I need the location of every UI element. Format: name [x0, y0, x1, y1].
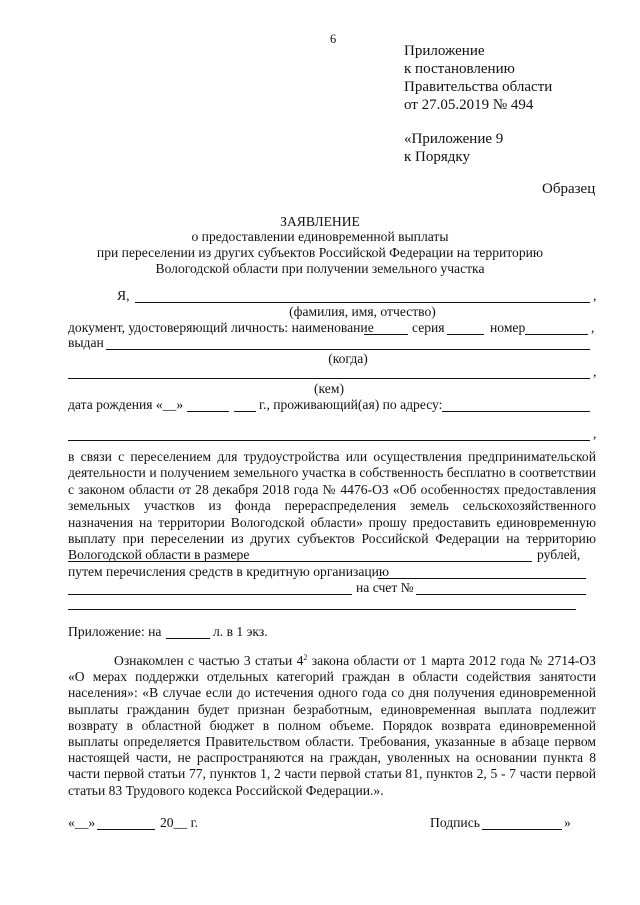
amount-field[interactable]	[68, 561, 532, 562]
appendix9-line-1: «Приложение 9	[404, 131, 504, 147]
appendix-line-2: к постановлению	[404, 61, 515, 77]
account-field-2[interactable]	[68, 609, 576, 610]
bank-field[interactable]	[378, 578, 586, 579]
when-caption: (когда)	[328, 351, 368, 366]
transfer-label: путем перечисления средств в кредитную организацию	[68, 564, 390, 579]
doc-label: документ, удостоверяющий личность: наименование	[68, 320, 374, 335]
issued-field[interactable]	[106, 349, 590, 350]
ack-text-b: закона области от 1 марта 2012 года № 2714-ОЗ «О мерах поддержки отдельных категорий граждан в области содействия занятости населения»: «В случае если до истечения одного года со дня получения единовременной выплаты гражданин будет признан безработным, единовременная выплата подлежит возврату в областной бюджет в полном объеме. Порядок возврата единовременной выплаты определяется Правительством области. Требования, указанные в абзаце первом настоящей части, не распространяются на граждан, уволенных на основании пункта 8 части первой статьи 77, пунктов 1, 2 части первой статьи 81, пунктов 2, 5 - 7 части первой статьи 83 Трудового кодекса Российской Федерации.».	[68, 653, 596, 798]
signature-close: »	[564, 815, 571, 830]
statement-paragraph: в связи с переселением для трудоустройства или осуществления предпринимательской деятельности и получением земельного участка в собственность бесплатно в соответствии с законом области от 28 декабря 2018 года № 4476-ОЗ «Об особенностях предоставления земельных участков из фонда перераспределения земель сельскохозяйственного назначения на территории Вологодской области» прошу предоставить единовременную выплату при переселении из других субъектов Российской Федерации на территорию Вологодской области в размере	[68, 449, 596, 563]
date-month-field[interactable]	[97, 829, 155, 830]
series-field[interactable]	[447, 334, 484, 335]
number-comma: ,	[591, 320, 595, 335]
number-label: номер	[490, 320, 526, 335]
appendix-line-1: Приложение	[404, 43, 485, 59]
appendix-line-4: от 27.05.2019 № 494	[404, 97, 534, 113]
birth-month-field[interactable]	[187, 411, 229, 412]
issuer-field[interactable]	[68, 378, 590, 379]
ya-label: Я,	[117, 288, 130, 303]
date-open: «__»	[68, 815, 96, 830]
sample-label: Образец	[542, 181, 596, 197]
appendix9-line-2: к Порядку	[404, 149, 470, 165]
acknowledgement-paragraph	[68, 653, 596, 799]
ack-text-a: Ознакомлен с частью 3 статьи 4	[114, 653, 304, 668]
birth-label: дата рождения «__»	[68, 397, 184, 412]
title-sub-3: Вологодской области при получении земельного участка	[155, 261, 485, 276]
page-number: 6	[330, 32, 337, 46]
issued-label: выдан	[68, 335, 104, 350]
date-year: 20__ г.	[160, 815, 199, 830]
birth-year-field[interactable]	[234, 411, 256, 412]
by-whom-caption: (кем)	[314, 381, 344, 396]
address-field-2[interactable]	[68, 440, 590, 441]
bank-field-2[interactable]	[68, 594, 352, 595]
fio-comma: ,	[593, 288, 597, 303]
account-field[interactable]	[416, 594, 586, 595]
fio-field[interactable]	[135, 302, 590, 303]
ack-superscript: 2	[303, 653, 308, 662]
issuer-comma: ,	[593, 364, 597, 379]
signature-field[interactable]	[482, 829, 562, 830]
attachment-pages-field[interactable]	[166, 638, 210, 639]
fio-caption: (фамилия, имя, отчество)	[289, 304, 436, 319]
rubles-label: рублей,	[537, 547, 581, 562]
appendix-line-3: Правительства области	[404, 79, 553, 95]
doc-name-field[interactable]	[364, 334, 408, 335]
title-sub-1: о предоставлении единовременной выплаты	[191, 229, 449, 244]
title-main: ЗАЯВЛЕНИЕ	[280, 214, 360, 229]
number-field[interactable]	[525, 334, 588, 335]
address-field-1[interactable]	[442, 411, 590, 412]
attachment-prefix: Приложение: на	[68, 624, 162, 639]
signature-label: Подпись	[430, 815, 480, 830]
series-label: серия	[412, 320, 445, 335]
account-label: на счет №	[356, 580, 414, 595]
residing-label: г., проживающий(ая) по адресу:	[259, 397, 443, 412]
title-sub-2: при переселении из других субъектов Российской Федерации на территорию	[96, 245, 544, 260]
address-comma: ,	[593, 426, 597, 441]
attachment-suffix: л. в 1 экз.	[213, 624, 268, 639]
